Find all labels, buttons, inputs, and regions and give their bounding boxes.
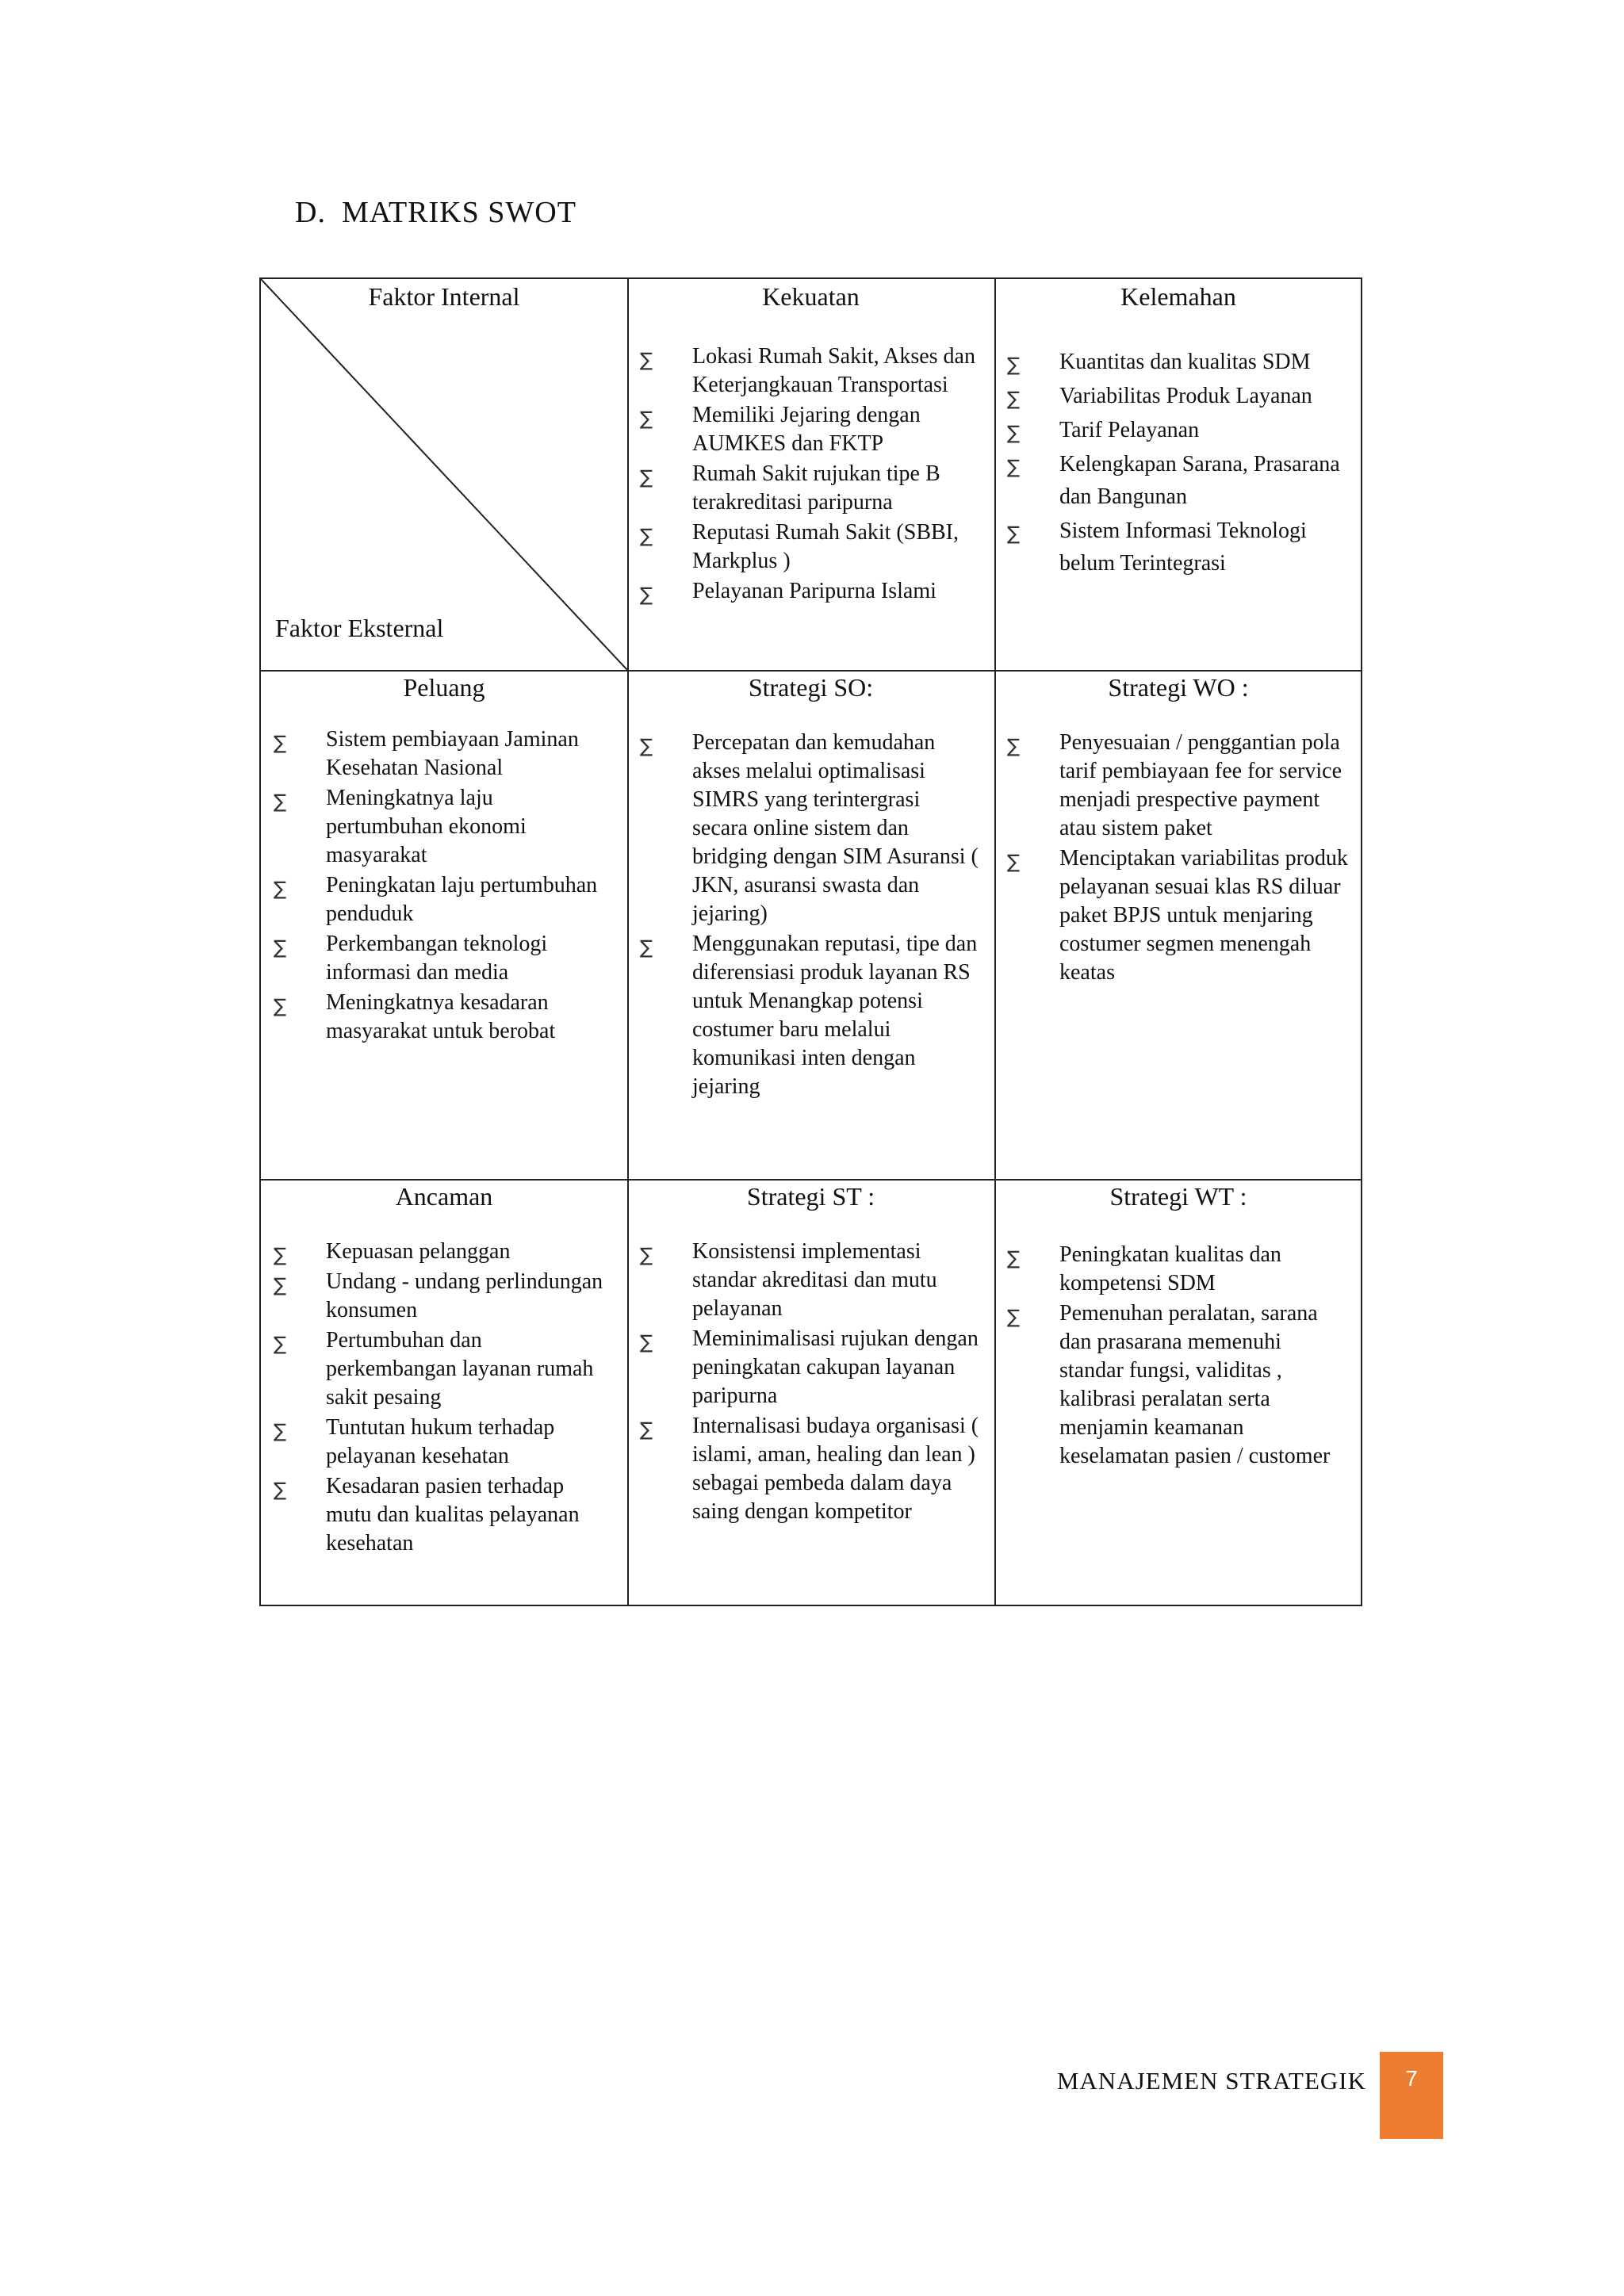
st-list <box>640 1238 981 1528</box>
strengths-item-text: Pelayanan Paripurna Islami <box>692 579 936 603</box>
st-item <box>640 1412 981 1526</box>
strengths-cell <box>627 279 994 670</box>
sigma-bullet-icon: ∑ <box>640 584 653 606</box>
sigma-bullet-icon: ∑ <box>1007 388 1021 410</box>
strengths-item <box>640 460 981 517</box>
threats-item <box>274 1326 615 1412</box>
strengths-item-text: Memiliki Jejaring dengan AUMKES dan FKTP <box>692 403 921 456</box>
sigma-bullet-icon: ∑ <box>640 936 653 959</box>
wo-strategy-cell <box>994 670 1362 1179</box>
page-number-box <box>1380 2052 1443 2139</box>
st-item-text: Meminimalisasi rujukan dengan peningkatan cakupan layanan paripurna <box>692 1326 979 1408</box>
footer-title: MANAJEMEN STRATEGIK <box>1056 2067 1366 2095</box>
strengths-item <box>640 342 981 400</box>
threats-item <box>274 1472 615 1558</box>
swot-matrix <box>259 277 1362 1606</box>
sigma-bullet-icon: ∑ <box>274 1333 287 1355</box>
weaknesses-item <box>1007 515 1348 580</box>
threats-item <box>274 1414 615 1471</box>
opportunities-header: Peluang <box>403 673 485 702</box>
opportunities-item-text: Perkembangan teknologi informasi dan media <box>326 932 548 985</box>
weaknesses-list <box>1007 346 1348 581</box>
threats-item-text: Undang - undang perlindungan konsumen <box>326 1269 603 1322</box>
strengths-header: Kekuatan <box>762 282 860 311</box>
wo-item-text: Menciptakan variabilitas produk pelayanan sesuai klas RS diluar paket BPJS untuk menjaring costumer segmen menengah keatas <box>1059 846 1348 985</box>
faktor-eksternal-label: Faktor Eksternal <box>275 614 444 642</box>
section-letter: D. <box>295 196 326 229</box>
so-item-text: Percepatan dan kemudahan akses melalui optimalisasi SIMRS yang terintergrasi secara online sistem dan bridging dengan SIM Asuransi ( JKN, asuransi swasta dan jejaring) <box>692 730 979 926</box>
sigma-bullet-icon: ∑ <box>1007 422 1021 444</box>
threats-item-text: Tuntutan hukum terhadap pelayanan kesehatan <box>326 1415 555 1468</box>
corner-diagonal <box>261 279 627 670</box>
sigma-bullet-icon: ∑ <box>1007 1247 1021 1269</box>
wo-item <box>1007 844 1348 987</box>
wo-list <box>1007 729 1348 989</box>
st-item-text: Konsistensi implementasi standar akreditasi dan mutu pelayanan <box>692 1239 937 1321</box>
opportunities-item-text: Meningkatnya kesadaran masyarakat untuk berobat <box>326 990 556 1043</box>
so-item <box>640 729 981 928</box>
threats-item <box>274 1238 615 1266</box>
wt-strategy-cell <box>994 1179 1362 1606</box>
wt-list <box>1007 1241 1348 1472</box>
wt-header: Strategi WT : <box>1109 1182 1247 1211</box>
wo-header: Strategi WO : <box>1108 673 1249 702</box>
st-strategy-cell <box>627 1179 994 1606</box>
opportunities-item-text: Peningkatan laju pertumbuhan penduduk <box>326 873 598 926</box>
so-list <box>640 729 981 1103</box>
sigma-bullet-icon: ∑ <box>640 1418 653 1441</box>
so-item-text: Menggunakan reputasi, tipe dan diferensiasi produk layanan RS untuk Menangkap potensi costumer baru melalui komunikasi inten dengan jejaring <box>692 932 978 1099</box>
threats-header: Ancaman <box>395 1182 493 1211</box>
sigma-bullet-icon: ∑ <box>640 1331 653 1353</box>
wt-item-text: Peningkatan kualitas dan kompetensi SDM <box>1059 1242 1281 1295</box>
opportunities-item-text: Sistem pembiayaan Jaminan Kesehatan Nasional <box>326 727 579 780</box>
st-item <box>640 1238 981 1323</box>
weaknesses-item <box>1007 414 1348 446</box>
sigma-bullet-icon: ∑ <box>640 349 653 371</box>
sigma-bullet-icon: ∑ <box>640 735 653 757</box>
strengths-item <box>640 519 981 576</box>
sigma-bullet-icon: ∑ <box>1007 735 1021 757</box>
wt-item <box>1007 1299 1348 1471</box>
threats-item-text: Kesadaran pasien terhadap mutu dan kualitas pelayanan kesehatan <box>326 1474 580 1556</box>
opportunities-list <box>274 725 615 1047</box>
threats-list <box>274 1238 615 1559</box>
weaknesses-item-text: Tarif Pelayanan <box>1059 418 1200 442</box>
sigma-bullet-icon: ∑ <box>1007 354 1021 376</box>
wo-item-text: Penyesuaian / penggantian pola tarif pembiayaan fee for service menjadi prespective payment atau sistem paket <box>1059 730 1342 840</box>
sigma-bullet-icon: ∑ <box>640 1244 653 1266</box>
section-heading <box>295 195 576 230</box>
faktor-internal-label: Faktor Internal <box>368 282 520 311</box>
threats-item <box>274 1268 615 1325</box>
sigma-bullet-icon: ∑ <box>274 1274 287 1296</box>
weaknesses-item <box>1007 448 1348 513</box>
weaknesses-item-text: Kuantitas dan kualitas SDM <box>1059 350 1311 374</box>
weaknesses-item <box>1007 346 1348 378</box>
strengths-list <box>640 342 981 607</box>
sigma-bullet-icon: ∑ <box>274 878 287 900</box>
wo-item <box>1007 729 1348 843</box>
opportunities-cell <box>261 670 627 1179</box>
weaknesses-item-text: Variabilitas Produk Layanan <box>1059 384 1312 408</box>
strengths-item-text: Reputasi Rumah Sakit (SBBI, Markplus ) <box>692 520 959 573</box>
sigma-bullet-icon: ∑ <box>274 1420 287 1442</box>
strengths-item <box>640 401 981 458</box>
opportunities-item <box>274 989 615 1046</box>
threats-item-text: Pertumbuhan dan perkembangan layanan rumah sakit pesaing <box>326 1328 594 1410</box>
weaknesses-header: Kelemahan <box>1120 282 1236 311</box>
so-header: Strategi SO: <box>748 673 874 702</box>
st-item-text: Internalisasi budaya organisasi ( islami, aman, healing dan lean ) sebagai pembeda dalam daya saing dengan kompetitor <box>692 1414 979 1524</box>
wt-item-text: Pemenuhan peralatan, sarana dan prasarana memenuhi standar fungsi, validitas , kalibrasi peralatan serta menjamin keamanan keselamatan pasien / customer <box>1059 1301 1331 1468</box>
opportunities-item <box>274 930 615 987</box>
section-title: MATRIKS SWOT <box>341 196 576 229</box>
wt-item <box>1007 1241 1348 1298</box>
page-number: 7 <box>1405 2066 1418 2091</box>
sigma-bullet-icon: ∑ <box>640 525 653 547</box>
threats-cell <box>261 1179 627 1606</box>
sigma-bullet-icon: ∑ <box>274 936 287 959</box>
sigma-bullet-icon: ∑ <box>640 466 653 488</box>
sigma-bullet-icon: ∑ <box>274 790 287 813</box>
sigma-bullet-icon: ∑ <box>640 408 653 430</box>
sigma-bullet-icon: ∑ <box>274 1479 287 1501</box>
sigma-bullet-icon: ∑ <box>274 732 287 754</box>
weaknesses-item <box>1007 380 1348 412</box>
threats-item-text: Kepuasan pelanggan <box>326 1239 511 1264</box>
opportunities-item <box>274 871 615 928</box>
opportunities-item-text: Meningkatnya laju pertumbuhan ekonomi masyarakat <box>326 786 527 867</box>
strengths-item-text: Rumah Sakit rujukan tipe B terakreditasi paripurna <box>692 461 940 515</box>
strengths-item <box>640 577 981 606</box>
weaknesses-item-text: Sistem Informasi Teknologi belum Terintegrasi <box>1059 519 1307 576</box>
so-strategy-cell <box>627 670 994 1179</box>
opportunities-item <box>274 784 615 870</box>
weaknesses-cell <box>994 279 1362 670</box>
st-header: Strategi ST : <box>746 1182 875 1211</box>
sigma-bullet-icon: ∑ <box>1007 1306 1021 1328</box>
st-item <box>640 1325 981 1410</box>
sigma-bullet-icon: ∑ <box>1007 522 1021 545</box>
opportunities-item <box>274 725 615 783</box>
strengths-item-text: Lokasi Rumah Sakit, Akses dan Keterjangkauan Transportasi <box>692 344 975 397</box>
weaknesses-item-text: Kelengkapan Sarana, Prasarana dan Bangunan <box>1059 452 1340 509</box>
corner-cell <box>261 279 627 670</box>
sigma-bullet-icon: ∑ <box>274 1244 287 1266</box>
sigma-bullet-icon: ∑ <box>274 995 287 1017</box>
sigma-bullet-icon: ∑ <box>1007 851 1021 873</box>
sigma-bullet-icon: ∑ <box>1007 456 1021 478</box>
so-item <box>640 930 981 1101</box>
